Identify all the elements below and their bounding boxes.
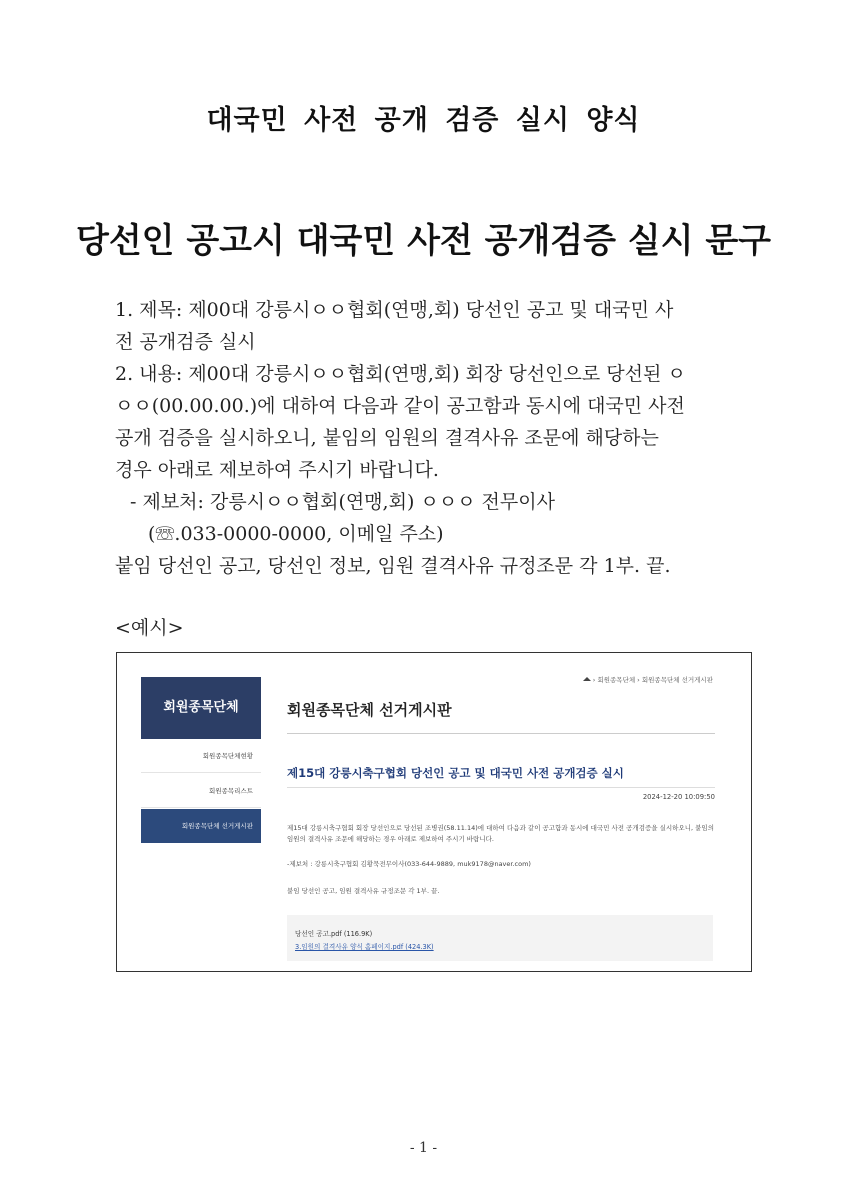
board-title: 회원종목단체 선거게시판 <box>287 701 452 719</box>
attachment-link-2[interactable]: 3.임원의 결격사유 양식 홈페이지.pdf (424.3K) <box>295 943 434 951</box>
home-icon[interactable] <box>583 677 591 681</box>
post-body: 제15대 강릉시축구협회 회장 당선인으로 당선된 조병권(58.11.14)에 대하여 다음과 같이 공고함과 동시에 대국민 사전 공개검증을 실시하오니, 붙임의 임원의 결격사유 조문에 해당하는 경우 아래로 제보하여 주시기 바랍니다. <box>287 824 714 843</box>
item-2-content <box>115 358 750 486</box>
item-1-line-1: 1. 제목: 제00대 강릉시ㅇㅇ협회(연맹,회) 당선인 공고 및 대국민 사 <box>115 299 674 321</box>
item-2-line-1: 2. 내용: 제00대 강릉시ㅇㅇ협회(연맹,회) 회장 당선인으로 당선된 ㅇ <box>115 363 686 385</box>
sidebar-header: 회원종목단체 <box>141 677 261 739</box>
item-1-title <box>115 294 750 358</box>
document-title: 당선인 공고시 대국민 사전 공개검증 실시 문구 <box>75 221 772 261</box>
item-2-line-3: 공개 검증을 실시하오니, 붙임의 임원의 결격사유 조문에 해당하는 <box>115 427 659 449</box>
page-number: - 1 - <box>409 1140 438 1156</box>
board-divider <box>287 733 715 734</box>
breadcrumb <box>583 675 713 684</box>
sidebar-item-list[interactable]: 회원종목리스트 <box>141 774 261 808</box>
attachment-line <box>115 550 750 582</box>
attachment-text: 붙임 당선인 공고, 당선인 정보, 임원 결격사유 규정조문 각 1부. 끝. <box>115 555 671 577</box>
post-date: 2024-12-20 10:09:50 <box>642 793 715 801</box>
sidebar-item-election-board[interactable]: 회원종목단체 선거게시판 <box>141 809 261 843</box>
post-divider <box>287 787 715 788</box>
item-2-line-2: ㅇㅇ(00.00.00.)에 대하여 다음과 같이 공고함과 동시에 대국민 사전 <box>115 395 685 417</box>
attachment-box <box>287 915 713 961</box>
sidebar-item-status[interactable]: 회원종목단체현황 <box>141 739 261 773</box>
post-title: 제15대 강릉시축구협회 당선인 공고 및 대국민 사전 공개검증 실시 <box>287 766 624 780</box>
item-2-line-4: 경우 아래로 제보하여 주시기 바랍니다. <box>115 459 439 481</box>
post-contact: -제보처 : 강릉시축구협회 김황묵전무이사(033-644-9889, muk9178@naver.com) <box>287 860 531 868</box>
report-line-2: (☏.033-0000-0000, 이메일 주소) <box>148 523 444 545</box>
report-line-1: - 제보처: 강릉시ㅇㅇ협회(연맹,회) ㅇㅇㅇ 전무이사 <box>130 491 555 513</box>
post-attachment-note: 붙임 당선인 공고, 임원 결격사유 규정조문 각 1부. 끝. <box>287 887 440 895</box>
example-label: <예시> <box>115 617 184 639</box>
example-screenshot <box>116 652 752 972</box>
item-1-line-2: 전 공개검증 실시 <box>115 331 256 353</box>
breadcrumb-text[interactable]: › 회원종목단체 › 회원종목단체 선거게시판 <box>592 676 713 684</box>
page-heading: 대국민 사전 공개 검증 실시 양식 <box>206 105 641 136</box>
report-contact <box>115 486 750 550</box>
attachment-link-1[interactable]: 당선인 공고.pdf (116.9K) <box>295 930 373 938</box>
